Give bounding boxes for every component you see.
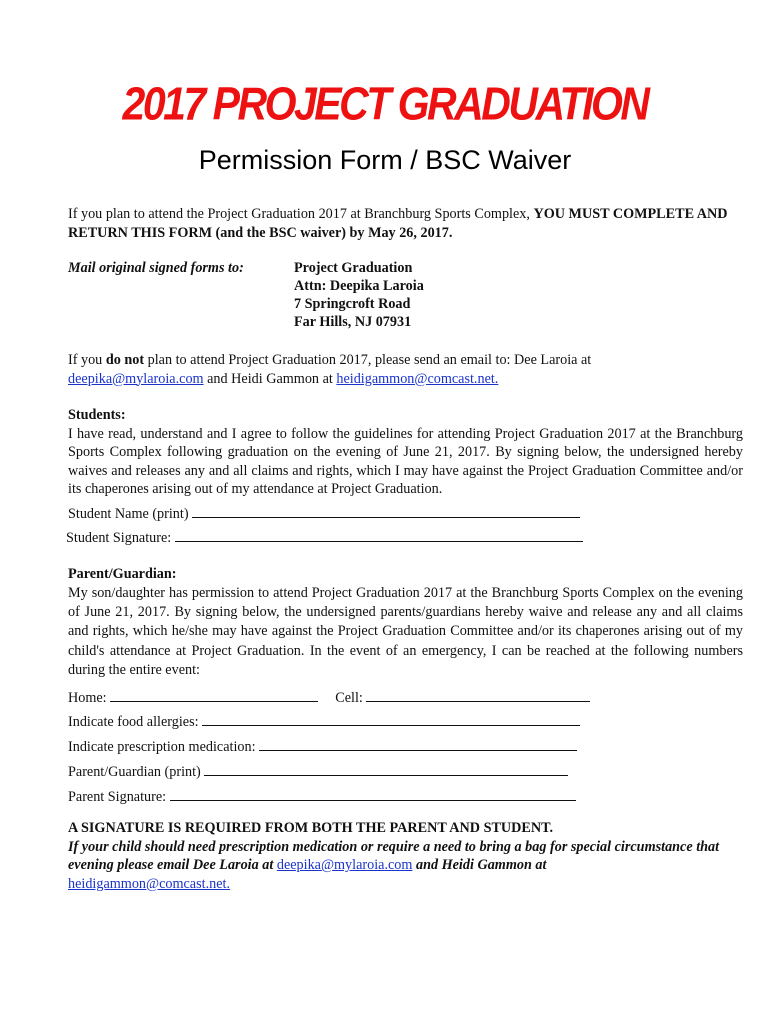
medication-label: Indicate prescription medication:: [68, 739, 256, 755]
student-signature-field[interactable]: [175, 528, 583, 542]
guardian-print-row: [68, 762, 568, 782]
students-section: [68, 406, 743, 499]
medication-note-and: and Heidi Gammon at: [412, 857, 547, 874]
not-attending-text: If you: [68, 352, 106, 368]
page-title: 2017 PROJECT GRADUATION: [122, 78, 648, 130]
not-attending-text: plan to attend Project Graduation 2017, please send an email to: Dee Laroia at: [144, 352, 592, 368]
not-attending-paragraph: [68, 351, 743, 388]
cell-phone-field[interactable]: [366, 688, 590, 702]
guardian-print-label: Parent/Guardian (print): [68, 764, 201, 780]
email-link-deepika[interactable]: deepika@mylaroia.com: [68, 370, 204, 387]
students-waiver-text: I have read, understand and I agree to follow the guidelines for attending Project Graduation 2017 at the Branchburg Sports Complex following graduation on the evening of June 21, 2017. By signing below, the undersigned hereby waives and releases any and all claims and rights, which I may have against the Project Graduation Committee and/or its chaperones arising out of my attendance at Project Graduation.: [68, 425, 743, 498]
address-line: Project Graduation: [294, 260, 413, 276]
guardian-print-field[interactable]: [204, 762, 568, 776]
students-heading: Students:: [68, 407, 126, 423]
medication-note: If your child should need prescription medication or require a need to bring a bag for special circumstance that evening please email Dee Laroia at: [68, 838, 720, 874]
footer-email-link-deepika[interactable]: deepika@mylaroia.com: [276, 857, 413, 874]
parent-signature-row: [68, 787, 576, 807]
footer-notice: [68, 819, 743, 893]
cell-label: Cell:: [335, 690, 363, 706]
parent-waiver-text: My son/daughter has permission to attend Project Graduation 2017 at the Branchburg Sports Complex on the evening of June 21, 2017. By signing below, the undersigned parents/guardians hereby waive and release any and all claims and rights, which he/she may have against the Project Graduation Committee and/or its chaperones arising out of my child's attendance at Project Graduation. In the event of an emergency, I can be reached at the following numbers during the entire event:: [68, 584, 743, 679]
footer-email-link-heidi[interactable]: heidigammon@comcast.net.: [68, 875, 230, 892]
email-link-heidi[interactable]: heidigammon@comcast.net.: [336, 370, 499, 387]
intro-paragraph: [68, 205, 743, 242]
allergies-label: Indicate food allergies:: [68, 714, 199, 730]
page-subtitle: Permission Form / BSC Waiver: [198, 145, 572, 175]
allergies-row: [68, 712, 580, 732]
mail-address: [294, 259, 424, 331]
address-line: Far Hills, NJ 07931: [294, 314, 412, 330]
parent-signature-label: Parent Signature:: [68, 789, 167, 805]
parent-section: [68, 565, 743, 681]
signature-required-notice: A SIGNATURE IS REQUIRED FROM BOTH THE PARENT AND STUDENT.: [68, 820, 554, 836]
student-signature-row: [66, 528, 583, 548]
student-name-field[interactable]: [192, 504, 580, 518]
address-line: Attn: Deepika Laroia: [294, 278, 424, 294]
student-name-label: Student Name (print): [68, 506, 189, 522]
home-phone-field[interactable]: [110, 688, 318, 702]
parent-signature-field[interactable]: [170, 787, 576, 801]
address-line: 7 Springcroft Road: [294, 296, 411, 312]
medication-field[interactable]: [259, 737, 577, 751]
allergies-field[interactable]: [202, 712, 580, 726]
student-name-row: [68, 504, 580, 524]
phone-row: [68, 688, 590, 708]
parent-heading: Parent/Guardian:: [68, 566, 177, 582]
not-attending-text: and Heidi Gammon at: [203, 370, 337, 387]
intro-deadline-text: YOU MUST COMPLETE AND RETURN THIS FORM (and the BSC waiver) by May 26, 2017.: [68, 206, 728, 241]
medication-row: [68, 737, 577, 757]
intro-text: If you plan to attend the Project Graduation 2017 at Branchburg Sports Complex,: [68, 206, 534, 222]
mail-label: Mail original signed forms to:: [68, 260, 244, 276]
student-signature-label: Student Signature:: [66, 530, 172, 546]
not-attending-emphasis: do not: [105, 352, 145, 368]
home-label: Home:: [68, 690, 107, 706]
